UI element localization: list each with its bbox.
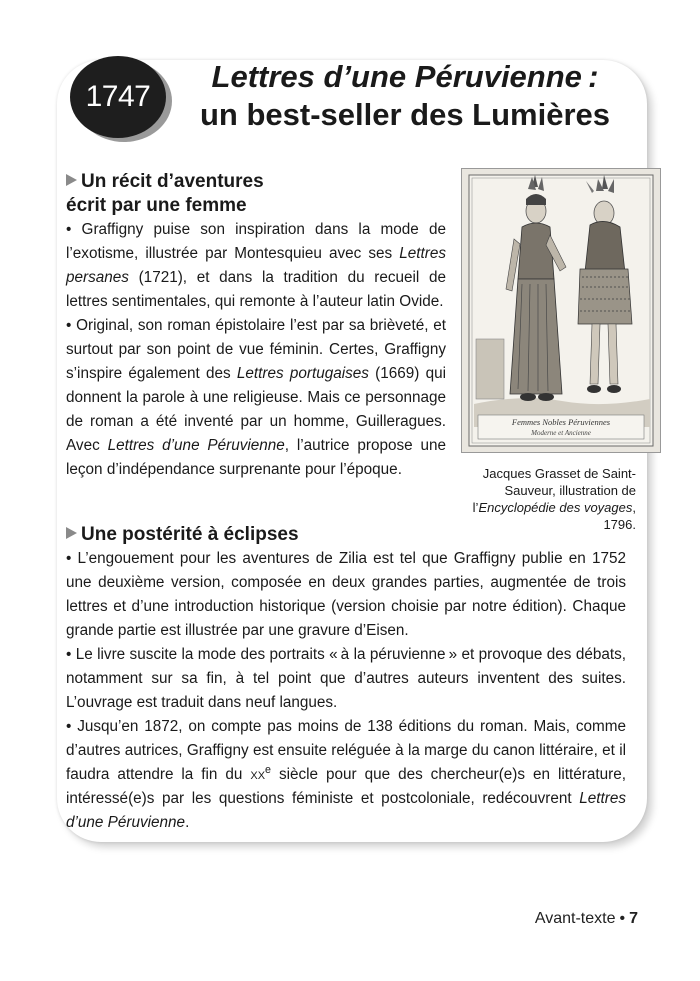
- text-run: (1669) qui donnent la parole à une religieuse. Mais ce personnage de roman a été inventé par un homme, Guilleragues. Avec: [66, 365, 446, 454]
- text-run: • Le livre suscite la mode des portraits « à la péruvienne » et provoque des débats, notamment sur sa fin, à tel point que d’autres auteurs inventent des suites. L’ouvrage est traduit dans neuf langues.: [66, 646, 626, 711]
- page-number: 7: [629, 910, 638, 927]
- text-run: xx: [250, 766, 266, 783]
- title-line-2: un best-seller des Lumières: [199, 97, 611, 132]
- paragraph: [66, 314, 446, 482]
- section-heading-1: [66, 170, 446, 218]
- text-run: siècle pour que des chercheur(e)s en littérature, intéressé(e)s par les questions féministe et postcoloniale, redécouvrent: [66, 766, 626, 807]
- section-heading-1-line-2: écrit par une femme: [66, 195, 247, 216]
- plate-caption-line-2: Moderne et Ancienne: [531, 429, 591, 437]
- year-label: 1747: [85, 80, 151, 113]
- year-badge: [70, 56, 166, 138]
- text-run: (1721), et dans la tradition du recueil de lettres sentimentales, qui remonte à l’auteur latin Ovide.: [66, 269, 446, 310]
- plate-caption-line-1: Femmes Nobles Péruviennes: [511, 417, 611, 427]
- text-run: Encyclopédie des voyages: [478, 500, 633, 515]
- text-run: Lettres d’une Péruvienne: [107, 437, 285, 454]
- arrow-bullet-icon: [66, 527, 77, 539]
- text-run: .: [185, 814, 190, 831]
- paragraph: [66, 218, 446, 314]
- paragraph: [66, 643, 626, 715]
- figure-caption: [458, 465, 636, 533]
- text-run: • Jusqu’en 1872, on compte pas moins de 138 éditions du roman. Mais, comme d’autres autrices, Graffigny est ensuite reléguée à la marge du canon littéraire, et il faudra attendre la fin du: [66, 718, 626, 783]
- text-run: Lettres d’une Péruvienne: [66, 790, 626, 831]
- arrow-bullet-icon: [66, 174, 77, 186]
- paragraph: [66, 547, 626, 643]
- text-run: Lettres portugaises: [236, 365, 369, 382]
- footer-section-label: Avant-texte: [534, 910, 616, 927]
- section-1-body: [66, 218, 446, 482]
- section-2-body: [66, 547, 626, 835]
- text-run: Jacques Grasset de Saint-Sauveur, illustration de l’: [472, 466, 636, 515]
- engraving-illustration: [461, 168, 661, 453]
- page-footer: [535, 910, 638, 928]
- section-heading-1-line-1: Un récit d’aventures: [81, 171, 264, 192]
- section-heading-2: [66, 523, 446, 547]
- page-title: [180, 58, 630, 134]
- footer-separator: •: [619, 910, 626, 927]
- text-run: , 1796.: [603, 500, 636, 532]
- paragraph: [66, 715, 626, 835]
- text-run: , l’autrice propose une leçon d’indépendance surprenante pour l’époque.: [66, 437, 446, 478]
- text-run: • L’engouement pour les aventures de Zilia est tel que Graffigny publie en 1752 une deuxième version, composée en deux grandes parties, augmentée de trois lettres et d’une introduction historique (version choisie par notre édition). Chaque grande partie est illustrée par une gravure d’Eisen.: [66, 550, 626, 639]
- text-run: Lettres persanes: [66, 245, 446, 286]
- section-heading-2-text: Une postérité à éclipses: [81, 524, 299, 545]
- text-run: e: [265, 763, 271, 776]
- text-run: • Graffigny puise son inspiration dans la mode de l’exotisme, illustrée par Montesquieu avec ses: [66, 221, 446, 262]
- title-line-1: Lettres d’une Péruvienne :: [211, 59, 599, 94]
- text-run: • Original, son roman épistolaire l’est par sa brièveté, et surtout par son point de vue féminin. Certes, Graffigny s’inspire également des: [66, 317, 446, 382]
- peruvian-women-engraving: [462, 169, 660, 452]
